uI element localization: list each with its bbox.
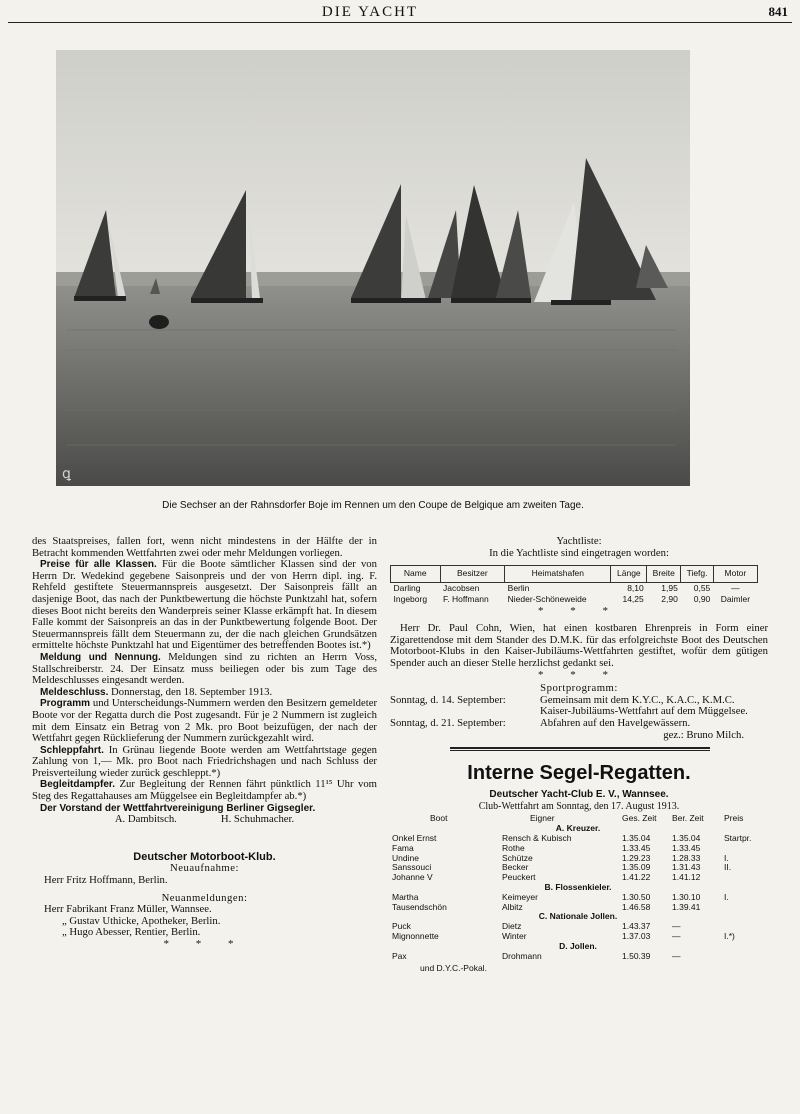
separator-stars: * * * [163, 938, 246, 950]
table-cell: Keimeyer [502, 891, 538, 902]
table-cell: Fama [392, 842, 414, 853]
right-column [390, 536, 768, 975]
signature-2: H. Schuhmacher. [220, 813, 295, 826]
column-header: Tiefg. [681, 566, 713, 583]
program-entry [390, 695, 768, 718]
member-entry: Herr Fabrikant Franz Müller, Wannsee. [44, 903, 212, 916]
left-column [32, 536, 377, 951]
member-entry: Herr Fritz Hoffmann, Berlin. [44, 874, 168, 887]
class-heading-row [390, 942, 766, 952]
paragraph-steamer [32, 779, 377, 802]
section-title: Deutscher Motorboot-Klub. [133, 850, 276, 863]
paragraph-heading: Meldung und Nennung. [40, 651, 161, 663]
table-cell: Pax [392, 950, 407, 961]
paragraph-towing [32, 745, 377, 780]
table-cell: 1.29.23 [622, 852, 651, 863]
table-cell: Schütze [502, 852, 533, 863]
table-cell: Peuckert [502, 872, 536, 883]
table-cell: — [731, 582, 740, 593]
table-cell: Albitz [502, 901, 523, 912]
table-cell: 8,10 [627, 582, 644, 593]
paragraph-text: Meldungen sind zu richten an Herrn Voss, Stallschreiberstr. 24. Der Einsatz muss beiliegen oder bis zum Tage des Meldeschlusses eingesandt werden. [32, 650, 377, 687]
table-cell: Daimler [720, 594, 751, 605]
column-header: Name [391, 566, 441, 583]
table-cell: Martha [392, 891, 419, 902]
paragraph-heading: Meldeschluss. [40, 686, 109, 698]
column-header: Eigner [530, 813, 555, 824]
class-heading-row [390, 883, 766, 893]
table-cell: 1.35.04 [672, 833, 701, 843]
column-header: Länge [611, 566, 647, 583]
paragraph-heading: Schleppfahrt. [40, 744, 104, 756]
table-cell: Startpr. [724, 833, 752, 843]
table-cell: 1.41.22 [622, 872, 651, 883]
signatures [32, 814, 377, 826]
table-cell: Winter [502, 930, 527, 941]
column-header: Ges. Zeit [622, 813, 657, 824]
class-heading: C. Nationale Jollen. [538, 911, 618, 922]
results-table [390, 814, 766, 961]
club-name: Deutscher Yacht-Club E. V., Wannsee. [489, 789, 669, 801]
board-name: Der Vorstand der Wettfahrtvereinigung Berliner Gigsegler. [40, 802, 316, 814]
member-entry: „ Hugo Abesser, Rentier, Berlin. [62, 926, 201, 939]
column-header: Heimatshafen [505, 566, 611, 583]
table-row [390, 952, 766, 962]
class-heading: B. Flossenkieler. [544, 881, 612, 892]
paragraph-text: Donnerstag, den 18. September 1913. [108, 685, 273, 698]
table-row [390, 922, 766, 932]
table-cell: Ingeborg [393, 594, 428, 605]
yachtliste-table [390, 565, 758, 606]
table-cell: Sanssouci [392, 862, 432, 873]
table-cell: — [672, 921, 681, 932]
results-footer: und D.Y.C.-Pokal. [420, 963, 487, 974]
table-cell: 1.33.45 [622, 842, 651, 853]
program-date: Sonntag, d. 21. September: [390, 717, 506, 730]
table-cell: F. Hoffmann [443, 594, 489, 605]
board-line [32, 803, 377, 815]
magazine-title: DIE YACHT [321, 4, 419, 20]
program-entry [390, 718, 768, 730]
table-cell: 14,25 [622, 594, 644, 605]
program-text: Abfahren auf den Havelgewässern. [540, 717, 691, 730]
program-date: Sonntag, d. 14. September: [390, 693, 506, 706]
yachtliste-title: Yachtliste: [556, 535, 602, 547]
column-header: Ber. Zeit [672, 813, 704, 824]
table-cell: 1.37.03 [622, 930, 651, 941]
table-cell: Rensch & Kubisch [502, 833, 572, 843]
member-entry: „ Gustav Uthicke, Apotheker, Berlin. [62, 914, 221, 927]
program-signature: gez.: Bruno Milch. [663, 728, 744, 741]
table-cell: 0,55 [693, 582, 711, 593]
table-cell: Becker [502, 862, 529, 873]
table-cell: I. [724, 891, 729, 902]
program-text: Gemeinsam mit dem K.Y.C., K.A.C., K.M.C. Kaiser-Jubiläums-Wettfahrt auf dem Müggelsee. [540, 693, 748, 718]
separator-stars: * * * [538, 668, 620, 681]
table-cell: 2,90 [661, 594, 678, 605]
table-row [391, 582, 758, 594]
table-cell: Nieder-Schöneweide [507, 594, 587, 605]
cohn-paragraph: Herr Dr. Paul Cohn, Wien, hat einen kostbaren Ehrenpreis in Form einer Zigarettendose mit dem Stander des D.M.K. für das erfolgreichste Boot des Deutschen Motorboot-Klubs in den Kaiser-Jubiläums-Wettfahrten gestiftet, wofür dem gütigen Spender auch an dieser Stelle herzlichst gedankt sei. [390, 622, 768, 670]
paragraph: des Staatspreises, fallen fort, wenn nicht mindestens in der Hälfte der in Betracht kommenden Wettfahrten zwei oder mehr Meldungen vorliegen. [32, 535, 377, 559]
paragraph-heading: Preise für alle Klassen. [40, 559, 157, 571]
table-cell: Puck [392, 921, 411, 932]
class-heading: A. Kreuzer. [555, 823, 601, 834]
svg-text:ꝗ: ꝗ [62, 466, 71, 482]
table-cell: 1.28.33 [672, 852, 701, 863]
column-header: Boot [430, 813, 448, 824]
page-number: 841 [768, 4, 788, 19]
table-cell: 0,90 [693, 594, 711, 605]
table-cell: Johanne V [392, 872, 433, 883]
section-subtitle: Neuaufnahme: [170, 862, 239, 875]
sportprogramm-title: Sportprogramm: [540, 682, 618, 695]
table-cell: Dietz [502, 921, 522, 932]
table-cell: 1.30.10 [672, 891, 701, 902]
separator-stars: * * * [538, 604, 620, 617]
table-cell: I. [724, 852, 729, 863]
table-cell: 1.41.12 [672, 872, 701, 883]
table-cell: I.*) [724, 930, 735, 941]
table-row [390, 834, 766, 844]
double-rule [450, 747, 710, 751]
club-subtitle: Club-Wettfahrt am Sonntag, den 17. August 1913. [478, 800, 680, 812]
table-cell: 1.35.09 [622, 862, 651, 873]
table-cell: Drohmann [502, 950, 542, 961]
table-cell [722, 903, 766, 913]
sailing-regatta-photo [56, 50, 690, 486]
table-cell: 1.31.43 [672, 862, 701, 873]
table-cell: 1.43.37 [622, 921, 651, 932]
table-cell: 1,95 [661, 582, 678, 593]
column-header: Motor [713, 566, 757, 583]
table-row [390, 844, 766, 854]
table-cell: Onkel Ernst [392, 833, 437, 843]
table-cell: Darling [393, 582, 421, 593]
table-cell: Mignonnette [392, 930, 439, 941]
table-cell: 1.39.41 [672, 901, 701, 912]
yachtliste-subtitle: In die Yachtliste sind eingetragen worden: [489, 546, 669, 559]
table-cell: 1.33.45 [672, 842, 701, 853]
class-heading-row [390, 824, 766, 834]
column-header: Preis [724, 813, 744, 824]
paragraph-text: Zur Begleitung der Rennen fährt pünktlich 11¹⁵ Uhr vom Steg des Regattahauses am Müggelsee ein Begleitdampfer ab.*) [32, 778, 377, 803]
photo-caption: Die Sechser an der Rahnsdorfer Boje im Rennen um den Coupe de Belgique am zweiten Tage. [162, 500, 584, 511]
paragraph-text: und Unterscheidungs-Nummern werden den Besitzern gemeldeter Boote vor der Regatta durch die Post zugesandt. Für je 2 Nummern ist zugleich mit dem Einsatz ein Betrag von 2 Mk. pro Boot beizufügen, der nach der Wettfahrt gegen Rücklieferung der Nummern zurückgezahlt wird. [32, 697, 377, 745]
signature-1: A. Dambitsch. [114, 813, 177, 826]
table-row [391, 594, 758, 606]
table-row [390, 863, 766, 873]
column-header: Breite [647, 566, 681, 583]
paragraph-heading: Begleitdampfer. [40, 779, 116, 791]
paragraph-program [32, 698, 377, 744]
class-heading-row [390, 912, 766, 922]
section-subtitle: Neuanmeldungen: [161, 891, 248, 904]
table-cell: II. [724, 862, 732, 873]
table-cell [722, 873, 766, 883]
column-header: Besitzer [440, 566, 505, 583]
paragraph-prizes [32, 559, 377, 652]
table-cell: Tausendschön [392, 901, 447, 912]
header-rule [8, 22, 792, 23]
table-cell: Rothe [502, 842, 525, 853]
paragraph-text: In Grünau liegende Boote werden am Wettfahrtstage gegen Zahlung von 1,— Mk. pro Boot nach Friedrichshagen und nach Schluss der Preisverteilung wieder zurück geschleppt.*) [32, 743, 377, 779]
table-cell: Undine [392, 852, 419, 863]
table-cell: Jacobsen [443, 582, 480, 593]
table-cell [722, 952, 766, 962]
paragraph-heading: Programm [40, 698, 91, 710]
table-header-row [391, 566, 758, 583]
table-cell: — [672, 950, 681, 961]
table-cell: 1.30.50 [622, 891, 651, 902]
table-cell: 1.46.58 [622, 901, 651, 912]
table-cell: 1.50.39 [622, 950, 651, 961]
table-row [390, 854, 766, 864]
table-cell: 1.35.04 [622, 833, 651, 843]
paragraph-text: Für die Boote sämtlicher Klassen sind der von Herrn Dr. Wedekind gegebene Saisonpreis und der von Herrn dipl. ing. F. Rehfeld gestiftete Steuermannspreis ausgesetzt. Der Saisonpreis fällt an dasjenige Boot, das nach der Punktbewertung die höchste Punktzahl hat, sofern dieses Boot nicht bereits den Wanderpreis seiner Klasse erkämpft hat. In diesem Falle kommt der Saisonpreis an das in der Punktbewertung folgende Boot. Der Steuermannspreis fällt dem Steuermann zu, der die nach gleichen Grundsätzen ermittelte höchste Punktzahl hat und Eigentümer des betreffenden Bootes ist.*) [32, 558, 377, 652]
class-heading: D. Jollen. [559, 940, 597, 951]
table-cell: Berlin [507, 582, 530, 593]
regatta-title: Interne Segel-Regatten. [467, 762, 691, 785]
table-cell: — [672, 930, 681, 941]
paragraph-entry [32, 652, 377, 687]
